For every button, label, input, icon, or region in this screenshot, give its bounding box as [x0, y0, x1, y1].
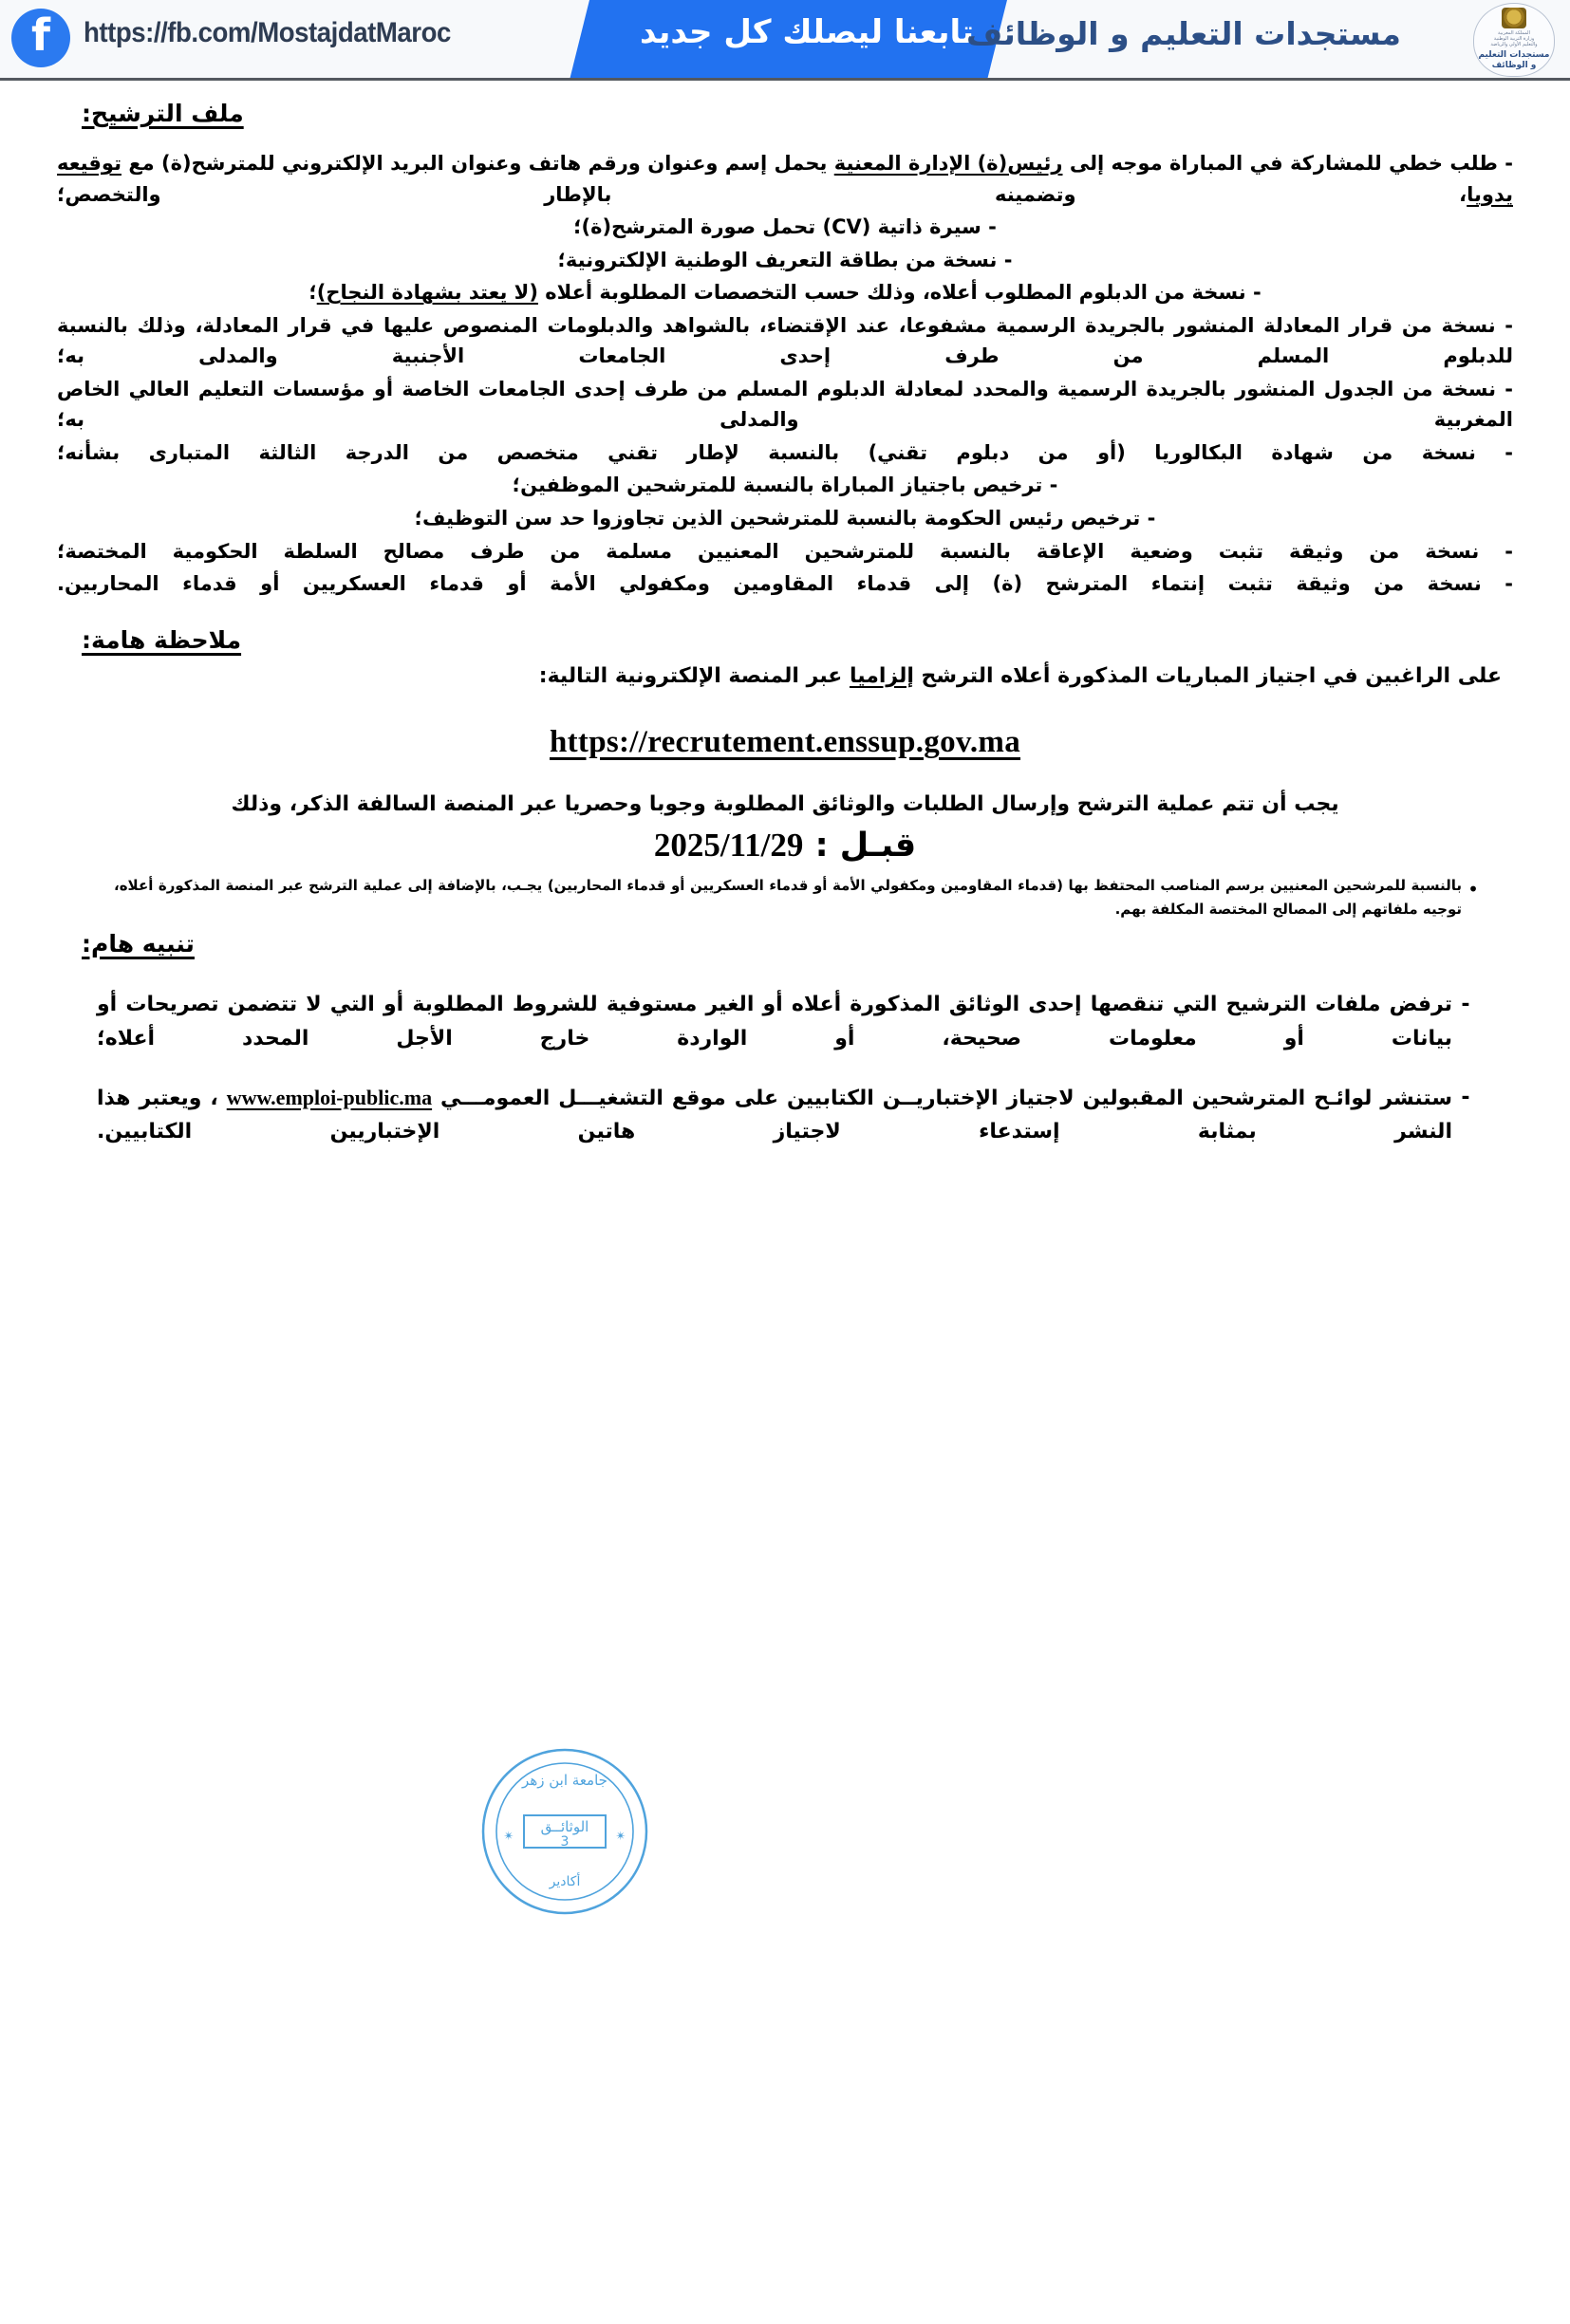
promo-banner — [0, 0, 1570, 81]
application-file-item — [57, 374, 1513, 436]
application-file-item — [57, 277, 1513, 308]
text-run: عبر المنصة الإلكترونية التالية: — [538, 663, 850, 688]
dash-marker: - — [1495, 377, 1513, 400]
text-run: سيرة ذاتية (CV) تحمل صورة المترشح(ة)؛ — [573, 215, 981, 239]
text-run: نسخة من بطاقة التعريف الوطنية الإلكترونية؛ — [557, 248, 998, 271]
deadline-date: 2025/11/29 — [653, 826, 804, 864]
application-file-item — [57, 536, 1513, 567]
text-run: ترخيص رئيس الحكومة بالنسبة للمترشحين الذين تجاوزوا حد سن التوظيف؛ — [414, 507, 1141, 530]
dash-marker: - — [1479, 539, 1513, 563]
warning-item-text — [97, 988, 1452, 1055]
document-content — [0, 81, 1570, 1149]
text-run: نسخة من شهادة البكالوريا (أو من دبلوم تقني) بالنسبة لإطار تقني متخصص من الدرجة الثالثة المتبارى بشأنه؛ — [57, 440, 1476, 464]
dash-marker: - — [1461, 993, 1470, 1017]
svg-text:الوثائــق: الوثائــق — [540, 1818, 589, 1835]
warning-item-text — [97, 1081, 1452, 1149]
morocco-crest-icon — [1502, 8, 1526, 28]
dash-marker: - — [1245, 281, 1262, 305]
text-run: ، وتضمينه بالإطار والتخصص؛ — [57, 182, 1467, 206]
dash-marker: - — [1475, 440, 1513, 464]
text-run: نسخة من وثيقة تثبت وضعية الإعاقة بالنسبة للمترشحين المعنيين مسلمة من طرف مصالح السلطة الحكومية المختصة؛ — [57, 539, 1480, 563]
svg-text:✴: ✴ — [615, 1830, 626, 1844]
dash-marker: - — [1495, 313, 1513, 337]
application-file-item — [57, 310, 1513, 372]
deadline-label: قبـل : — [814, 826, 917, 865]
section-heading-warning: تنبيه هام: — [82, 930, 195, 958]
warning-item — [57, 988, 1513, 1055]
important-note-body — [57, 660, 1513, 693]
text-run: على الراغبين في اجتياز المباريات المذكورة أعلاه الترشح — [913, 663, 1502, 688]
seal-subtitle: المملكة المغربية وزارة التربية الوطنية والتعليم الأولي والرياضة — [1490, 30, 1538, 47]
text-run: نسخة من قرار المعادلة المنشور بالجريدة الرسمية مشفوعا، عند الإقتضاء، بالشواهد والدبلومات المنصوص عليها في قرار المعادلة، وذلك بالنسبة للدبلوم المسلم من طرف إحدى الجامعات الأجنبية والمدلى به؛ — [57, 313, 1513, 368]
section-heading-important-note: ملاحظة هامة: — [82, 625, 242, 654]
submission-requirement-text: يجب أن تتم عملية الترشح وإرسال الطلبات والوثائق المطلوبة وجوبا وحصريا عبر المنصة السالفة الذكر، وذلك — [231, 791, 1339, 816]
text-run: نسخة من الجدول المنشور بالجريدة الرسمية والمحدد لمعادلة الدبلوم المسلم من طرف إحدى الجامعات الخاصة أو مؤسسات التعليم العالي الخاص المغربية والمدلى به؛ — [57, 377, 1513, 432]
banner-brand-title: مستجدات التعليم و الوظائف — [966, 15, 1401, 52]
seal-brand-line2: و الوظائف — [1491, 61, 1537, 70]
fineprint-bullet-item — [57, 874, 1513, 921]
svg-text:3: 3 — [560, 1834, 570, 1850]
svg-text:أكادير: أكادير — [549, 1874, 581, 1889]
text-run: ترخيص باجتياز المباراة بالنسبة للمترشحين الموظفين؛ — [512, 474, 1043, 497]
spacer — [57, 602, 1513, 626]
dash-marker: - — [1042, 474, 1058, 497]
text-run: طلب خطي للمشاركة في المباراة موجه إلى — [1062, 152, 1498, 175]
text-run: ، ويعتبر هذا النشر بمثابة إستدعاء لاجتياز هاتين الإختباريين الكتابيين. — [97, 1086, 1452, 1144]
warning-list — [57, 988, 1513, 1149]
seal-brand-line1: مستجدات التعليم — [1478, 50, 1550, 60]
text-run: ستنشر لوائـح المترشحين المقبولين لاجتياز الإختباريــن الكتابيين على موقع التشغيـــل العمومـــي — [432, 1086, 1452, 1110]
dash-marker: - — [1481, 572, 1513, 596]
warning-item — [57, 1081, 1513, 1149]
spacer — [57, 133, 1513, 148]
emphasized-text: توقيعه يدويا — [57, 152, 1513, 206]
svg-text:جامعة ابن زهر: جامعة ابن زهر — [522, 1772, 607, 1789]
emphasized-text: إلزاميا — [850, 663, 914, 688]
facebook-icon: f — [11, 9, 70, 67]
application-file-list — [57, 148, 1513, 600]
application-file-item — [57, 503, 1513, 534]
text-run: ؛ — [308, 281, 317, 305]
text-run: ترفض ملفات الترشيح التي تنقصها إحدى الوثائق المذكورة أعلاه أو الغير مستوفية للشروط المطلوبة أو التي لا تتضمن تصريحات أو بيانات أو معلومات صحيحة، أو الواردة خارج الأجل المحدد أعلاه؛ — [97, 993, 1452, 1051]
emphasized-text: (لا يعتد بشهادة النجاح) — [316, 281, 538, 305]
application-file-item — [57, 437, 1513, 469]
text-run: نسخة من وثيقة تثبت إنتماء المترشح (ة) إلى قدماء المقاومين ومكفولي الأمة أو قدماء العسكريين أو قدماء المحاربين. — [57, 572, 1482, 596]
text-run: نسخة من الدبلوم المطلوب أعلاه، وذلك حسب التخصصات المطلوبة أعلاه — [537, 281, 1246, 305]
spacer — [57, 963, 1513, 988]
emphasized-text[interactable]: www.emploi-public.ma — [226, 1085, 433, 1109]
official-stamp — [475, 1741, 655, 1922]
platform-url-link[interactable]: https://recrutement.enssup.gov.ma — [549, 724, 1021, 759]
application-file-item — [57, 148, 1513, 210]
text-run: يحمل إسم وعنوان ورقم هاتف وعنوان البريد الإلكتروني للمترشح(ة) مع — [121, 152, 834, 175]
dash-marker: - — [1140, 507, 1156, 530]
dash-marker: - — [1461, 1085, 1470, 1109]
svg-text:✴: ✴ — [503, 1830, 514, 1844]
emphasized-text: رئيس(ة) الإدارة المعنية — [833, 152, 1063, 175]
dash-marker: - — [1497, 152, 1514, 175]
application-file-item — [57, 212, 1513, 243]
deadline-line — [57, 827, 1513, 865]
dash-marker: - — [997, 248, 1013, 271]
application-file-item — [57, 245, 1513, 276]
fineprint-text: بالنسبة للمرشحين المعنيين برسم المناصب المحتفظ بها (قدماء المقاومين ومكفولي الأمة أو قدماء العسكريين أو قدماء المحاربين) يجـب، بالإضافة إلى عملية الترشح عبر المنصة المذكورة أعلاه، توجيه ملفاتهم إلى المصالح المختصة المكلفة بهم. — [114, 876, 1462, 918]
application-file-item — [57, 568, 1513, 600]
ministry-seal-logo — [1473, 3, 1555, 77]
application-file-item — [57, 470, 1513, 501]
bullet-icon: • — [1467, 877, 1479, 901]
section-heading-application-file: ملف الترشيح: — [82, 100, 244, 127]
facebook-url-text[interactable]: https://fb.com/MostajdatMaroc — [84, 17, 451, 48]
dash-marker: - — [981, 215, 997, 239]
banner-slogan: تابعنا ليصلك كل جديد — [639, 13, 974, 51]
